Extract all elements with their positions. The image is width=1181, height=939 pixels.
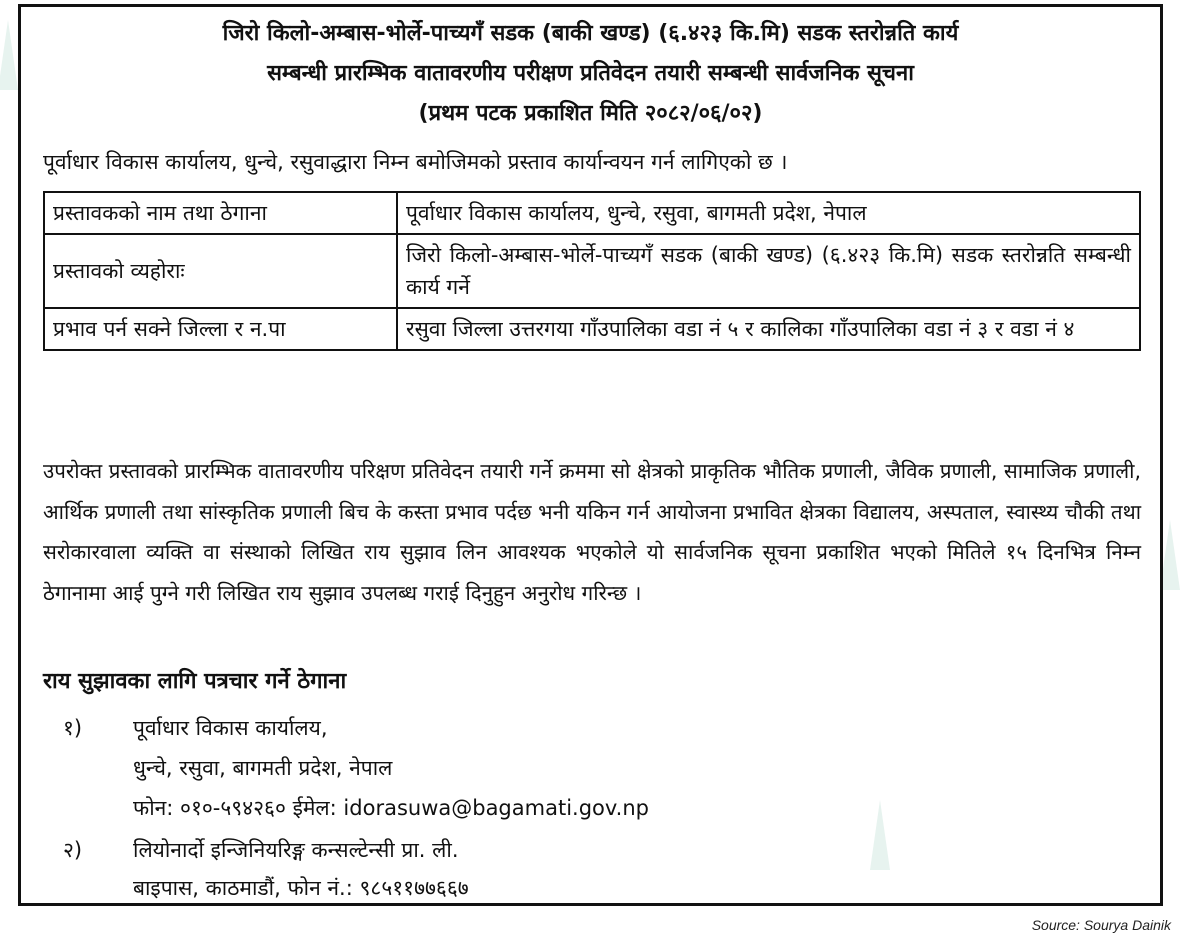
watermark-arrow-left [0, 20, 18, 90]
notice-intro: पूर्वाधार विकास कार्यालय, धुन्चे, रसुवाद्धारा निम्न बमोजिमको प्रस्ताव कार्यान्वयन गर्न लागिएको छ । [43, 150, 788, 174]
table-value: पूर्वाधार विकास कार्यालय, धुन्चे, रसुवा, बागमती प्रदेश, नेपाल [397, 192, 1140, 234]
table-key: प्रस्तावकको नाम तथा ठेगाना [44, 192, 397, 234]
address-contact-line: फोन: ०१०-५९४२६० ईमेल: idorasuwa@bagamati.gov.np [133, 796, 649, 820]
address-heading: राय सुझावका लागि पत्रचार गर्ने ठेगाना [43, 669, 347, 694]
notice-publish-date: (प्रथम पटक प्रकाशित मिति २०८२/०६/०२) [418, 101, 763, 126]
address-line: लियोनार्दो इन्जिनियरिङ्ग कन्सल्टेन्सी प्रा. ली. [133, 838, 459, 862]
notice-heading-line-2: सम्बन्धी प्रारम्भिक वातावरणीय परीक्षण प्रतिवेदन तयारी सम्बन्धी सार्वजनिक सूचना [267, 61, 914, 86]
table-value: रसुवा जिल्ला उत्तरगया गाँउपालिका वडा नं ५ र कालिका गाँउपालिका वडा नं ३ र वडा नं ४ [397, 308, 1140, 350]
table-row [44, 308, 1140, 350]
proposal-table [43, 191, 1141, 351]
table-row [44, 192, 1140, 234]
notice-body-paragraph: उपरोक्त प्रस्तावको प्रारम्भिक वातावरणीय परिक्षण प्रतिवेदन तयारी गर्ने क्रममा सो क्षेत्रको प्राकृतिक भौतिक प्रणाली, जैविक प्रणाली, सामाजिक प्रणाली, आर्थिक प्रणाली तथा सांस्कृतिक प्रणाली बिच के कस्ता प्रभाव पर्दछ भनी यकिन गर्न आयोजना प्रभावित क्षेत्रका विद्यालय, अस्पताल, स्वास्थ्य चौकी तथा सरोकारवाला व्यक्ति वा संस्थाको लिखित राय सुझाव लिन आवश्यक भएकोले यो सार्वजनिक सूचना प्रकाशित भएको मितिले १५ दिनभित्र निम्न ठेगानामा आई पुग्ने गरी लिखित राय सुझाव उपलब्ध गराई दिनुहुन अनुरोध गरिन्छ । [43, 459, 1141, 605]
watermark-arrow-right [1160, 520, 1180, 590]
table-row [44, 234, 1140, 308]
address-number: १) [63, 716, 83, 740]
address-number: २) [63, 838, 83, 862]
notice-frame [18, 4, 1163, 906]
address-line: पूर्वाधार विकास कार्यालय, [133, 716, 328, 740]
source-caption: Source: Sourya Dainik [1031, 917, 1171, 933]
notice-heading-line-1: जिरो किलो-अम्बास-भोर्ले-पाच्यगँ सडक (बाकी खण्ड) (६.४२३ कि.मि) सडक स्तरोन्नति कार्य [222, 21, 959, 46]
table-key: प्रस्तावको व्यहोराः [44, 234, 397, 308]
table-key: प्रभाव पर्न सक्ने जिल्ला र न.पा [44, 308, 397, 350]
table-value: जिरो किलो-अम्बास-भोर्ले-पाच्यगँ सडक (बाकी खण्ड) (६.४२३ कि.मि) सडक स्तरोन्नति सम्बन्धी कार्य गर्ने [397, 234, 1140, 308]
address-contact-line: बाइपास, काठमाडौं, फोन नं.: ९८५११७७६६७ [133, 876, 469, 900]
address-line: धुन्चे, रसुवा, बागमती प्रदेश, नेपाल [133, 756, 393, 780]
